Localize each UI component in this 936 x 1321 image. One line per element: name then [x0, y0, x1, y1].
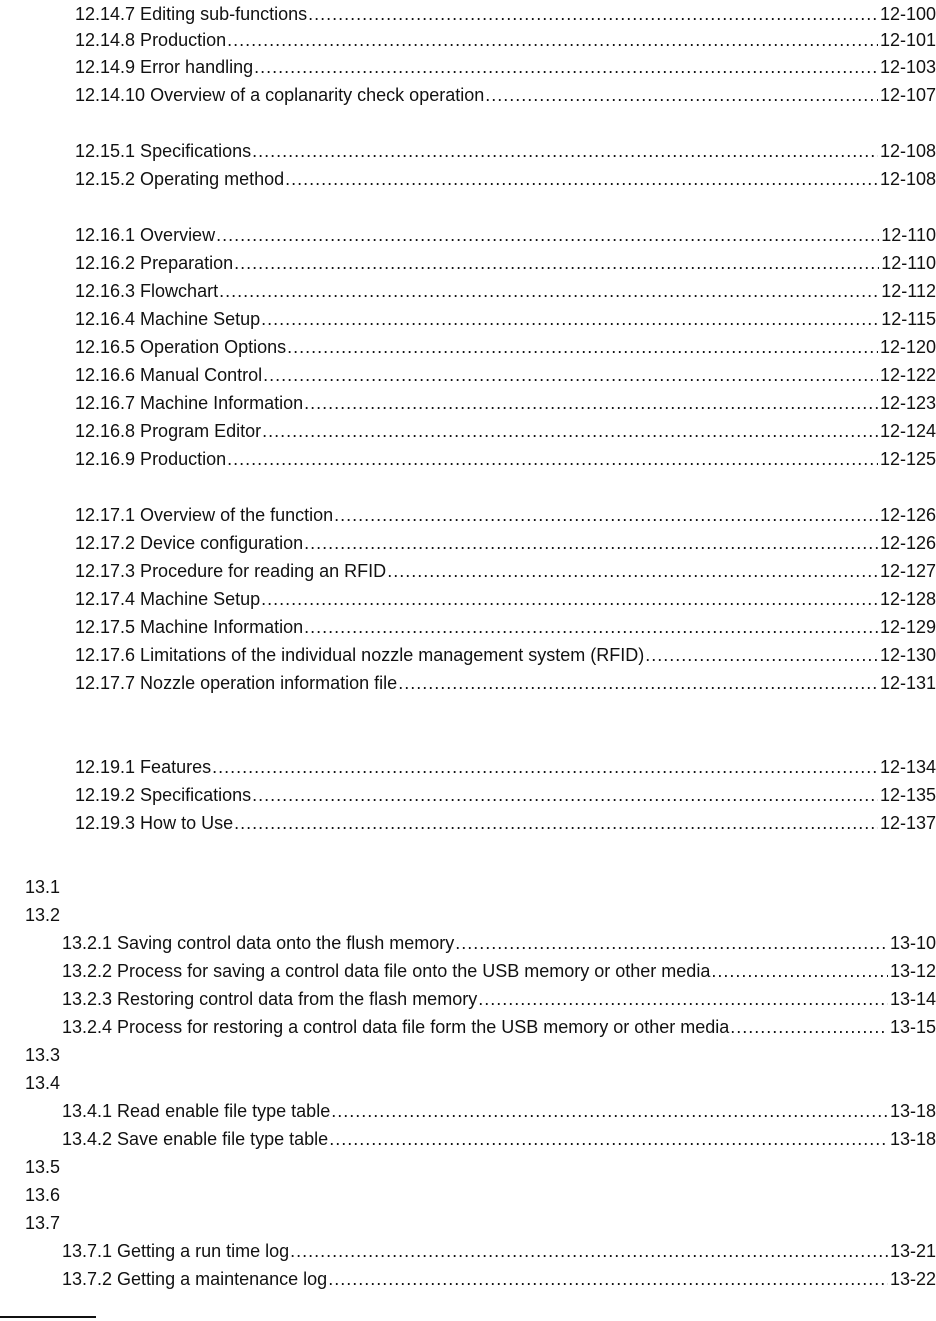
- toc-entry-12-17-5[interactable]: 12.17.5 Machine Information ..... 12-129: [75, 613, 936, 637]
- toc-entry-12-14-10[interactable]: 12.14.10 Overview of a coplanarity check operation ..... 12-107: [75, 81, 936, 105]
- toc-entry-12-17-4[interactable]: 12.17.4 Machine Setup ..... 12-128: [75, 585, 936, 609]
- toc-entry-13-4-2[interactable]: 13.4.2 Save enable file type table ..... 13-18: [62, 1125, 936, 1149]
- toc-entry-12-16-4[interactable]: 12.16.4 Machine Setup ..... 12-115: [75, 305, 936, 329]
- toc-entry-12-16-6[interactable]: 12.16.6 Manual Control ..... 12-122: [75, 361, 936, 385]
- toc-entry-13-7-1[interactable]: 13.7.1 Getting a run time log ..... 13-21: [62, 1237, 936, 1261]
- toc-heading-13-1[interactable]: 13.1: [25, 877, 61, 897]
- toc-entry-12-17-3[interactable]: 12.17.3 Procedure for reading an RFID ..... 12-127: [75, 557, 936, 581]
- toc-entry-12-19-3[interactable]: 12.19.3 How to Use ..... 12-137: [75, 809, 936, 833]
- toc-heading-13-3[interactable]: 13.3: [25, 1045, 61, 1065]
- toc-heading-13-4[interactable]: 13.4: [25, 1073, 61, 1093]
- toc-entry-12-16-2[interactable]: 12.16.2 Preparation ..... 12-110: [75, 249, 936, 273]
- toc-entry-12-16-1[interactable]: 12.16.1 Overview ..... 12-110: [75, 221, 936, 245]
- toc-entry-12-16-5[interactable]: 12.16.5 Operation Options ..... 12-120: [75, 333, 936, 357]
- toc-entry-12-17-6[interactable]: 12.17.6 Limitations of the individual nozzle management system (RFID) ..... 12-130: [75, 641, 936, 665]
- toc-entry-12-16-7[interactable]: 12.16.7 Machine Information ..... 12-123: [75, 389, 936, 413]
- toc-entry-12-16-3[interactable]: 12.16.3 Flowchart ..... 12-112: [75, 277, 936, 301]
- toc-entry-13-4-1[interactable]: 13.4.1 Read enable file type table ..... 13-18: [62, 1097, 936, 1121]
- toc-entry-12-17-1[interactable]: 12.17.1 Overview of the function ..... 12-126: [75, 501, 936, 525]
- toc-entry-12-16-8[interactable]: 12.16.8 Program Editor ..... 12-124: [75, 417, 936, 441]
- toc-entry-12-14-7[interactable]: 12.14.7 Editing sub-functions ..... 12-100: [75, 0, 936, 24]
- toc-entry-12-19-1[interactable]: 12.19.1 Features ..... 12-134: [75, 753, 936, 777]
- toc-entry-12-15-1[interactable]: 12.15.1 Specifications ..... 12-108: [75, 137, 936, 161]
- toc-entry-13-2-3[interactable]: 13.2.3 Restoring control data from the flash memory ..... 13-14: [62, 985, 936, 1009]
- toc-entry-13-2-1[interactable]: 13.2.1 Saving control data onto the flush memory ..... 13-10: [62, 929, 936, 953]
- toc-heading-13-7[interactable]: 13.7: [25, 1213, 61, 1233]
- toc-entry-12-17-2[interactable]: 12.17.2 Device configuration ..... 12-126: [75, 529, 936, 553]
- toc-entry-13-2-4[interactable]: 13.2.4 Process for restoring a control data file form the USB memory or other media ..... 13-15: [62, 1013, 936, 1037]
- toc-entry-12-14-9[interactable]: 12.14.9 Error handling ..... 12-103: [75, 53, 936, 77]
- toc-entry-12-15-2[interactable]: 12.15.2 Operating method ..... 12-108: [75, 165, 936, 189]
- toc-entry-13-7-2[interactable]: 13.7.2 Getting a maintenance log ..... 13-22: [62, 1265, 936, 1289]
- toc-heading-13-6[interactable]: 13.6: [25, 1185, 61, 1205]
- toc-entry-12-14-8[interactable]: 12.14.8 Production ..... 12-101: [75, 26, 936, 50]
- footnote-rule: [0, 1316, 96, 1318]
- toc-entry-13-2-2[interactable]: 13.2.2 Process for saving a control data file onto the USB memory or other media ..... 13-12: [62, 957, 936, 981]
- toc-entry-12-17-7[interactable]: 12.17.7 Nozzle operation information file ..... 12-131: [75, 669, 936, 693]
- toc-entry-12-19-2[interactable]: 12.19.2 Specifications ..... 12-135: [75, 781, 936, 805]
- toc-heading-13-2[interactable]: 13.2: [25, 905, 61, 925]
- toc-heading-13-5[interactable]: 13.5: [25, 1157, 61, 1177]
- toc-entry-12-16-9[interactable]: 12.16.9 Production ..... 12-125: [75, 445, 936, 469]
